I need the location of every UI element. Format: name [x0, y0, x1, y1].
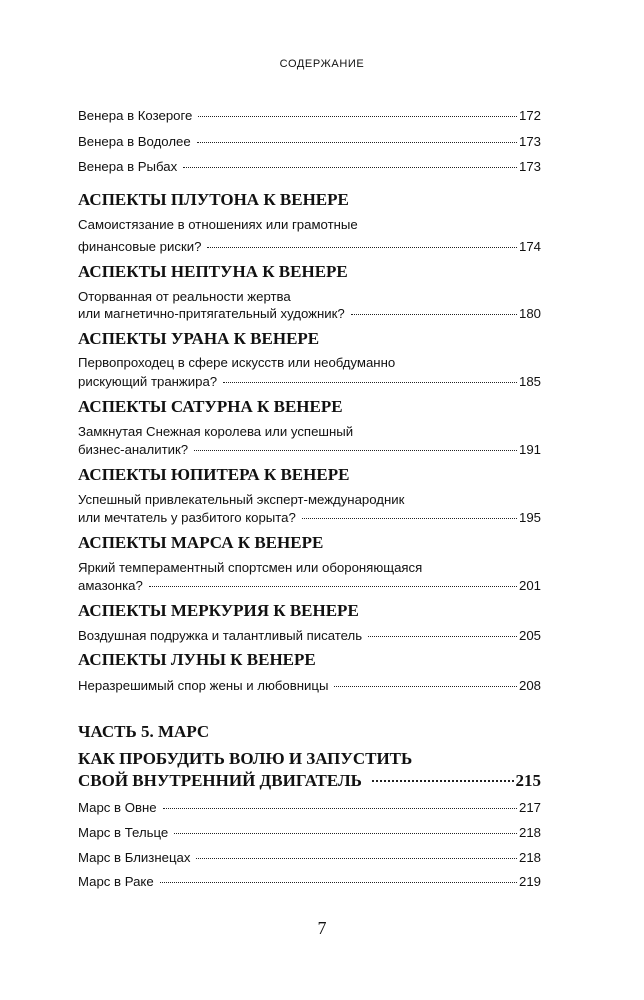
running-head: СОДЕРЖАНИЕ — [279, 58, 365, 70]
section-heading: АСПЕКТЫ НЕПТУНА К ВЕНЕРЕ — [78, 262, 348, 281]
toc-entry-title: амазонка? — [78, 578, 143, 593]
toc-entry — [78, 108, 541, 124]
toc-entry-title: Воздушная подружка и талантливый писатель — [78, 628, 363, 643]
part-heading — [78, 771, 541, 791]
toc-entry — [78, 874, 541, 890]
toc-entry — [78, 510, 541, 526]
toc-entry-title: финансовые риски? — [78, 239, 202, 254]
dot-leader — [302, 518, 517, 519]
toc-entry-title: Венера в Водолее — [78, 134, 191, 149]
toc-entry-line1: Первопроходец в сфере искусств или необдуманно — [78, 355, 396, 370]
toc-entry-title: Венера в Рыбах — [78, 159, 178, 174]
dot-leader — [351, 314, 517, 315]
section-heading: АСПЕКТЫ ЛУНЫ К ВЕНЕРЕ — [78, 650, 316, 669]
toc-entry-title: бизнес-аналитик? — [78, 442, 189, 457]
section-heading: АСПЕКТЫ МЕРКУРИЯ К ВЕНЕРЕ — [78, 601, 359, 620]
toc-entry-page: 217 — [518, 800, 541, 815]
toc-entry — [78, 306, 541, 322]
section-heading: АСПЕКТЫ МАРСА К ВЕНЕРЕ — [78, 533, 324, 552]
toc-entry-page: 191 — [518, 442, 541, 457]
toc-entry-line1: Яркий темпераментный спортсмен или обороняющаяся — [78, 560, 423, 575]
toc-entry-title: Марс в Тельце — [78, 825, 169, 840]
part-heading-line1: КАК ПРОБУДИТЬ ВОЛЮ И ЗАПУСТИТЬ — [78, 749, 413, 768]
part-heading-page: 215 — [515, 771, 541, 790]
dot-leader — [368, 636, 517, 637]
toc-entry — [78, 850, 541, 866]
dot-leader — [149, 586, 517, 587]
toc-entry-page: 205 — [518, 628, 541, 643]
toc-entry-title: Неразрешимый спор жены и любовницы — [78, 678, 329, 693]
section-heading: АСПЕКТЫ САТУРНА К ВЕНЕРЕ — [78, 397, 343, 416]
toc-entry-page: 173 — [518, 159, 541, 174]
toc-entry — [78, 374, 541, 390]
toc-entry-page: 195 — [518, 510, 541, 525]
part-heading-line2: СВОЙ ВНУТРЕННИЙ ДВИГАТЕЛЬ — [78, 771, 362, 790]
toc-entry-title: или мечтатель у разбитого корыта? — [78, 510, 296, 525]
toc-entry-title: Марс в Раке — [78, 874, 154, 889]
toc-entry — [78, 442, 541, 458]
dot-leader — [207, 247, 517, 248]
page-number: 7 — [317, 918, 327, 938]
dot-leader — [163, 808, 517, 809]
toc-entry — [78, 239, 541, 255]
toc-entry — [78, 825, 541, 841]
toc-entry-page: 208 — [518, 678, 541, 693]
dot-leader — [223, 382, 517, 383]
part-title: ЧАСТЬ 5. МАРС — [78, 722, 210, 741]
dot-leader — [196, 858, 517, 859]
toc-entry-title: рискующий транжира? — [78, 374, 218, 389]
toc-entry-page: 219 — [518, 874, 541, 889]
dot-leader — [160, 882, 517, 883]
toc-entry-title: Марс в Овне — [78, 800, 157, 815]
toc-entry-page: 185 — [518, 374, 541, 389]
toc-entry-page: 201 — [518, 578, 541, 593]
dot-leader — [174, 833, 517, 834]
section-heading: АСПЕКТЫ ЮПИТЕРА К ВЕНЕРЕ — [78, 465, 350, 484]
toc-entry — [78, 159, 541, 175]
section-heading: АСПЕКТЫ УРАНА К ВЕНЕРЕ — [78, 329, 320, 348]
toc-entry-line1: Оторванная от реальности жертва — [78, 289, 291, 304]
toc-entry-line1: Замкнутая Снежная королева или успешный — [78, 424, 354, 439]
toc-entry-title: Венера в Козероге — [78, 108, 193, 123]
toc-entry — [78, 134, 541, 150]
section-heading: АСПЕКТЫ ПЛУТОНА К ВЕНЕРЕ — [78, 190, 349, 209]
toc-entry-title: Марс в Близнецах — [78, 850, 191, 865]
toc-entry — [78, 578, 541, 594]
toc-entry-title: или магнетично-притягательный художник? — [78, 306, 345, 321]
toc-entry-page: 172 — [518, 108, 541, 123]
toc-entry — [78, 800, 541, 816]
dot-leader — [198, 116, 517, 117]
toc-entry-page: 218 — [518, 825, 541, 840]
dot-leader — [334, 686, 517, 687]
dot-leader — [372, 780, 514, 782]
dot-leader — [183, 167, 517, 168]
toc-entry-line1: Самоистязание в отношениях или грамотные — [78, 217, 358, 232]
toc-entry-page: 180 — [518, 306, 541, 321]
dot-leader — [197, 142, 517, 143]
toc-entry-page: 173 — [518, 134, 541, 149]
toc-entry-line1: Успешный привлекательный эксперт-международник — [78, 492, 405, 507]
toc-entry-page: 218 — [518, 850, 541, 865]
toc-entry-page: 174 — [518, 239, 541, 254]
toc-entry — [78, 628, 541, 644]
toc-entry — [78, 678, 541, 694]
dot-leader — [194, 450, 517, 451]
